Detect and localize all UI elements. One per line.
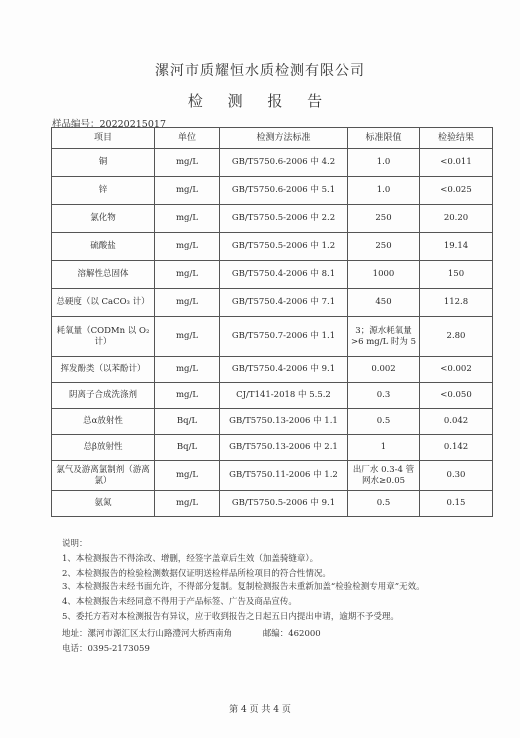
cell-method: CJ/T141-2018 中 5.5.2 [220, 383, 348, 409]
cell-item: 总β放射性 [52, 435, 155, 461]
remark-item: 3、本检测报告未经书面允许，不得部分复制。复制检测报告未重新加盖“检验检测专用章”无效。 [62, 582, 425, 592]
cell-method: GB/T5750.4-2006 中 9.1 [220, 357, 348, 383]
cell-limit: 0.5 [348, 409, 420, 435]
cell-result: 0.15 [420, 491, 493, 517]
cell-result: <0.025 [420, 177, 493, 205]
cell-method: GB/T5750.4-2006 中 7.1 [220, 289, 348, 317]
column-header-result: 检验结果 [420, 128, 493, 149]
cell-result: <0.050 [420, 383, 493, 409]
table-row [52, 383, 493, 409]
table-row [52, 289, 493, 317]
report-title: 检 测 报 告 [187, 92, 333, 110]
cell-limit: 1000 [348, 261, 420, 289]
cell-method: GB/T5750.11-2006 中 1.2 [220, 461, 348, 491]
cell-unit: Bq/L [155, 409, 220, 435]
cell-limit: 250 [348, 205, 420, 233]
remark-item: 4、本检测报告未经同意不得用于产品标签、广告及商品宣传。 [62, 597, 297, 607]
remarks-list-3 [62, 580, 425, 625]
cell-method: GB/T5750.6-2006 中 5.1 [220, 177, 348, 205]
cell-result: 112.8 [420, 289, 493, 317]
cell-method: GB/T5750.4-2006 中 8.1 [220, 261, 348, 289]
cell-result: <0.002 [420, 357, 493, 383]
table-row [52, 205, 493, 233]
sample-number: 样品编号：20220215017 [52, 119, 166, 130]
table-row [52, 461, 493, 491]
remark-item: 5、委托方若对本检测报告有异议，应于收到报告之日起五日内提出申请，逾期不予受理。 [62, 612, 399, 622]
cell-item: 氯化物 [52, 205, 155, 233]
table-row [52, 177, 493, 205]
cell-method: GB/T5750.5-2006 中 2.2 [220, 205, 348, 233]
cell-method: GB/T5750.13-2006 中 2.1 [220, 435, 348, 461]
phone-text: 电话：0395-2173059 [62, 644, 150, 654]
cell-unit: mg/L [155, 461, 220, 491]
cell-unit: mg/L [155, 317, 220, 357]
table-row [52, 317, 493, 357]
table-header-row [52, 128, 493, 149]
remarks-section [62, 537, 88, 552]
postcode-text: 邮编：462000 [262, 629, 321, 639]
column-header-method: 检测方法标准 [220, 128, 348, 149]
cell-limit: 1.0 [348, 149, 420, 177]
cell-limit: 0.5 [348, 491, 420, 517]
cell-unit: mg/L [155, 383, 220, 409]
cell-method: GB/T5750.7-2006 中 1.1 [220, 317, 348, 357]
cell-unit: mg/L [155, 177, 220, 205]
cell-unit: mg/L [155, 357, 220, 383]
cell-item: 溶解性总固体 [52, 261, 155, 289]
cell-result: 150 [420, 261, 493, 289]
remarks-heading: 说明： [62, 539, 88, 549]
cell-result: 19.14 [420, 233, 493, 261]
cell-unit: mg/L [155, 205, 220, 233]
cell-result: 20.20 [420, 205, 493, 233]
cell-result: 0.042 [420, 409, 493, 435]
cell-limit: 出厂水 0.3-4 管网水≥0.05 [348, 461, 420, 491]
cell-limit: 250 [348, 233, 420, 261]
table-row [52, 149, 493, 177]
cell-limit: 1 [348, 435, 420, 461]
cell-method: GB/T5750.6-2006 中 4.2 [220, 149, 348, 177]
table-row [52, 409, 493, 435]
remark-item: 2、本检测报告的检验检测数据仅证明送检样品所检项目的符合性情况。 [62, 569, 331, 579]
address-line [62, 627, 321, 639]
cell-limit: 3；源水耗氧量>6 mg/L 时为 5 [348, 317, 420, 357]
table-row [52, 357, 493, 383]
remark-item: 1、本检测报告不得涂改、增删，经签字盖章后生效（加盖骑缝章）。 [62, 554, 319, 564]
cell-item: 挥发酚类（以苯酚计） [52, 357, 155, 383]
cell-limit: 0.3 [348, 383, 420, 409]
cell-item: 氯气及游离氯制剂（游离氯） [52, 461, 155, 491]
column-header-limit: 标准限值 [348, 128, 420, 149]
column-header-unit: 单位 [155, 128, 220, 149]
page-number: 第 4 页 共 4 页 [229, 705, 291, 715]
cell-unit: mg/L [155, 149, 220, 177]
table-row [52, 491, 493, 517]
cell-item: 锌 [52, 177, 155, 205]
remarks-list [62, 552, 331, 582]
cell-item: 耗氧量（CODMn 以 O₂ 计） [52, 317, 155, 357]
cell-unit: mg/L [155, 233, 220, 261]
address-text: 地址：漯河市源汇区太行山路澧河大桥西南角 [62, 629, 233, 639]
cell-limit: 1.0 [348, 177, 420, 205]
cell-unit: mg/L [155, 491, 220, 517]
cell-item: 总α放射性 [52, 409, 155, 435]
cell-item: 铜 [52, 149, 155, 177]
cell-item: 硫酸盐 [52, 233, 155, 261]
cell-item: 总硬度（以 CaCO₃ 计） [52, 289, 155, 317]
cell-item: 阴离子合成洗涤剂 [52, 383, 155, 409]
table-row [52, 233, 493, 261]
cell-method: GB/T5750.5-2006 中 1.2 [220, 233, 348, 261]
column-header-item: 项目 [52, 128, 155, 149]
cell-limit: 0.002 [348, 357, 420, 383]
results-table [51, 127, 493, 517]
cell-item: 氨氮 [52, 491, 155, 517]
cell-result: 2.80 [420, 317, 493, 357]
cell-unit: mg/L [155, 261, 220, 289]
cell-result: 0.142 [420, 435, 493, 461]
cell-limit: 450 [348, 289, 420, 317]
cell-result: <0.011 [420, 149, 493, 177]
table-row [52, 261, 493, 289]
company-name: 漯河市质耀恒水质检测有限公司 [155, 63, 365, 79]
table-row [52, 435, 493, 461]
cell-method: GB/T5750.5-2006 中 9.1 [220, 491, 348, 517]
cell-unit: Bq/L [155, 435, 220, 461]
cell-result: 0.30 [420, 461, 493, 491]
cell-unit: mg/L [155, 289, 220, 317]
cell-method: GB/T5750.13-2006 中 1.1 [220, 409, 348, 435]
